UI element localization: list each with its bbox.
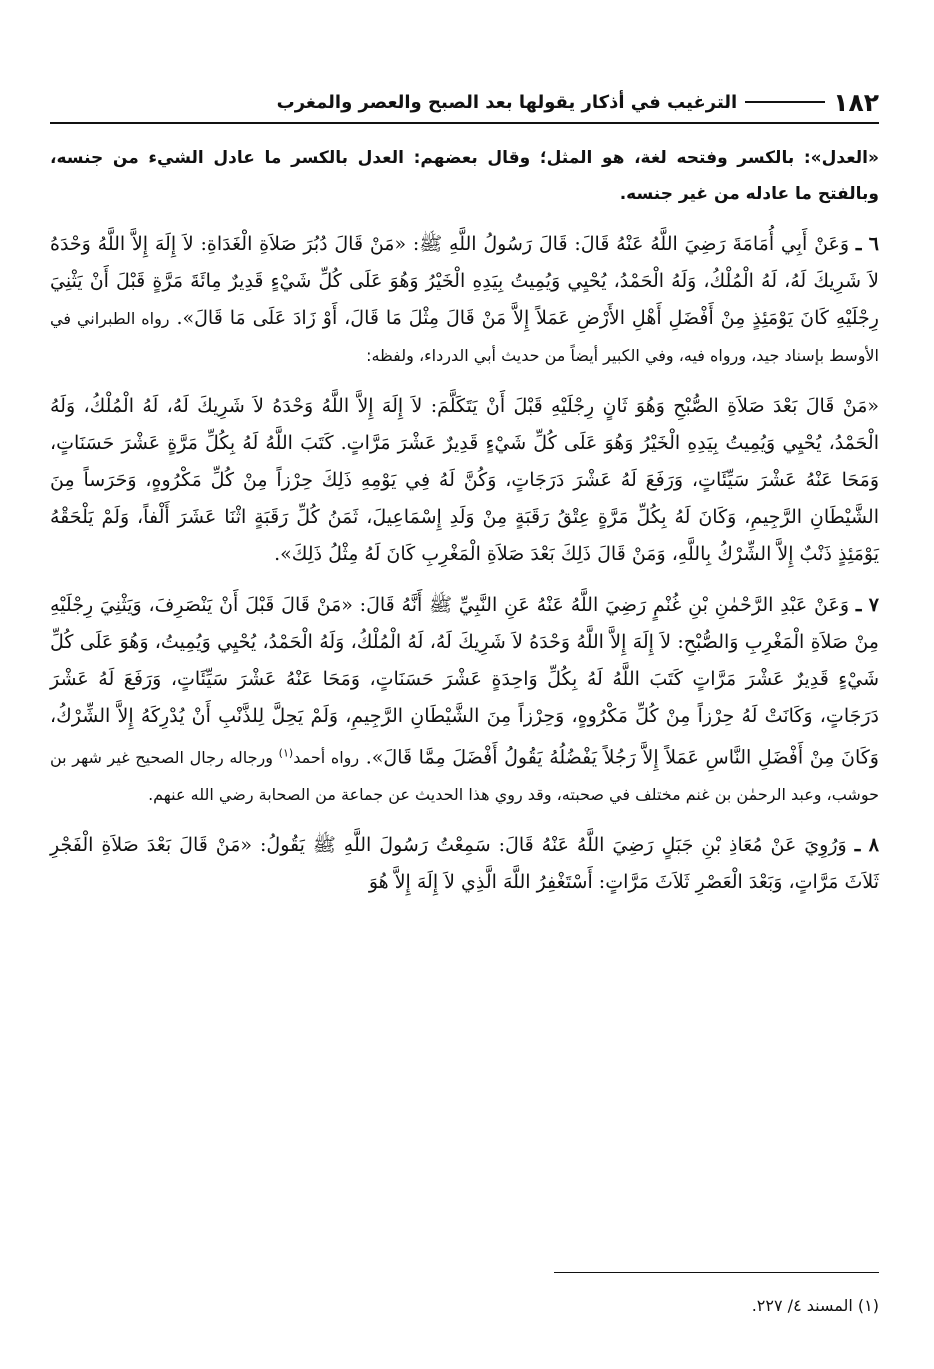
page-number: ١٨٢ — [833, 87, 879, 117]
hadith-text: وَعَنْ عَبْدِ الرَّحْمٰنِ بْنِ غُنْمٍ رَضِيَ اللَّهُ عَنْهُ عَنِ النَّبِيِّ ﷺ أَنَّهُ قَالَ: «مَنْ قَالَ قَبْلَ أَنْ يَنْصَرِفَ، وَيَثْنِيَ رِجْلَيْهِ مِنْ صَلاَةِ الْمَغْرِبِ وَالصُّبْحِ: لاَ إِلَهَ إِلاَّ اللَّهُ وَحْدَهُ لاَ شَرِيكَ لَهُ، لَهُ الْمُلْكُ، وَلَهُ الْحَمْدُ، يُحْيِي وَيُمِيتُ، وَهُوَ عَلَى كُلِّ شَيْءٍ قَدِيرٌ عَشْرَ مَرَّاتٍ كَتَبَ اللَّهُ لَهُ بِكُلِّ وَاحِدَةٍ عَشْرَ حَسَنَاتٍ، وَمَحَا عَنْهُ عَشْرَ سَيِّئَاتٍ، وَرَفَعَ لَهُ عَشْرَ دَرَجَاتٍ، وَكَانَتْ لَهُ حِرْزاً مِنْ كُلِّ مَكْرُوهٍ، وَحِرْزاً مِنَ الشَّيْطَانِ الرَّجِيمِ، وَلَمْ يَحِلَّ لِلذَّنْبِ أَنْ يُدْرِكَهُ إِلاَّ الشِّرْكُ، وَكَانَ مِنْ أَفْضَلِ النَّاسِ عَمَلاً إِلاَّ رَجُلاً يَفْضُلُهُ يَقُولُ أَفْضَلَ مِمَّا قَالَ». — [50, 594, 879, 769]
paragraph-hadith-6 — [50, 226, 879, 374]
footnote-divider — [554, 1272, 879, 1273]
header-divider — [50, 122, 879, 124]
footnote-mark[interactable]: (١) — [278, 747, 294, 760]
running-title: الترغيب في أذكار يقولها بعد الصبح والعصر والمغرب — [276, 91, 738, 113]
hadith-text: وَعَنْ أَبِي أُمَامَةَ رَضِيَ اللَّهُ عَنْهُ قَالَ: قَالَ رَسُولُ اللَّهِ ﷺ: «مَنْ قَالَ دُبُرَ صَلاَةِ الْغَدَاةِ: لاَ إِلَهَ إِلاَّ اللَّهُ وَحْدَهُ لاَ شَرِيكَ لَهُ، لَهُ الْمُلْكُ، وَلَهُ الْحَمْدُ، يُحْيِي وَيُمِيتُ بِيَدِهِ الْخَيْرُ وَهُوَ عَلَى كُلِّ شَيْءٍ قَدِيرٌ مِائَةَ مَرَّةٍ قَبْلَ أَنْ يَثْنِيَ رِجْلَيْهِ كَانَ يَوْمَئِذٍ مِنْ أَفْضَلِ أَهْلِ الأَرْضِ عَمَلاً إِلاَّ مَنْ قَالَ مِثْلَ مَا قَالَ، أَوْ زَادَ عَلَى مَا قَالَ». — [50, 233, 879, 329]
footnote-number: (١) — [857, 1296, 879, 1315]
paragraph-comment — [50, 140, 879, 212]
header-rule — [745, 101, 825, 103]
hadith-number: ٦ ـ — [855, 233, 879, 255]
quote-text: «مَنْ قَالَ بَعْدَ صَلاَةِ الصُّبْحِ وَهُوَ ثَانٍ رِجْلَيْهِ قَبْلَ أَنْ يَتَكَلَّمَ: لاَ إِلَهَ إِلاَّ اللَّهُ وَحْدَهُ لاَ شَرِيكَ لَهُ، لَهُ الْمُلْكُ، وَلَهُ الْحَمْدُ، يُحْيِي وَيُمِيتُ بِيَدِهِ الْخَيْرُ وَهُوَ عَلَى كُلِّ شَيْءٍ قَدِيرٌ عَشْرَ مَرَّاتٍ. كَتَبَ اللَّهُ لَهُ بِكُلِّ مَرَّةٍ عَشْرَ حَسَنَاتٍ، وَمَحَا عَنْهُ عَشْرَ سَيِّئَاتٍ، وَرَفَعَ لَهُ عَشْرَ دَرَجَاتٍ، وَكُنَّ لَهُ فِي يَوْمِهِ ذَلِكَ حِرْزاً مِنْ كُلِّ مَكْرُوهٍ، وَحَرَساً مِنَ الشَّيْطَانِ الرَّجِيمِ، وَكَانَ لَهُ بِكُلِّ مَرَّةٍ عِتْقُ رَقَبَةٍ مِنْ وَلَدِ إِسْمَاعِيلَ، ثَمَنُ كُلِّ رَقَبَةٍ اثْنَا عَشَرَ أَلْفاً، وَلَمْ يَلْحَقْهُ يَوْمَئِذٍ ذَنْبٌ إِلاَّ الشِّرْكُ بِاللَّهِ، وَمَنْ قَالَ ذَلِكَ بَعْدَ صَلاَةِ الْمَغْرِبِ كَانَ لَهُ مِثْلُ ذَلِكَ». — [50, 395, 879, 565]
reference-source: رواه أحمد — [293, 748, 360, 768]
paragraph-quote — [50, 388, 879, 573]
reference-grading: ورجاله رجال الصحيح غير شهر بن حوشب، وعبد الرحمٰن بن غنم مختلف في صحبته، وقد روي هذا الحديث عن جماعة من الصحابة رضي الله عنهم. — [50, 748, 879, 805]
comment-text: «العدل»: بالكسر وفتحه لغة، هو المثل؛ وقال بعضهم: العدل بالكسر ما عادل الشيء من جنسه، وبالفتح ما عادله من غير جنسه. — [50, 148, 879, 204]
paragraph-hadith-7 — [50, 587, 879, 813]
page-body — [50, 140, 879, 915]
page-header — [50, 84, 879, 120]
footnote — [50, 1296, 879, 1315]
footnote-text: المسند ٤/ ٢٢٧. — [751, 1296, 853, 1315]
hadith-reference: رواه الطبراني في الأوسط بإسناد جيد، ورواه فيه، وفي الكبير أيضاً من حديث أبي الدرداء، ولفظه: — [50, 309, 879, 365]
paragraph-hadith-8 — [50, 827, 879, 901]
hadith-number: ٧ ـ — [855, 594, 879, 616]
hadith-text: وَرُوِيَ عَنْ مُعَاذِ بْنِ جَبَلٍ رَضِيَ اللَّهُ عَنْهُ قَالَ: سَمِعْتُ رَسُولَ اللَّهِ ﷺ يَقُولُ: «مَنْ قَالَ بَعْدَ صَلاَةِ الْفَجْرِ ثَلاَثَ مَرَّاتٍ، وَبَعْدَ الْعَصْرِ ثَلاَثَ مَرَّاتٍ: أَسْتَغْفِرُ اللَّهَ الَّذِي لاَ إِلَهَ إِلاَّ هُوَ — [50, 834, 879, 894]
hadith-number: ٨ ـ — [854, 834, 880, 857]
